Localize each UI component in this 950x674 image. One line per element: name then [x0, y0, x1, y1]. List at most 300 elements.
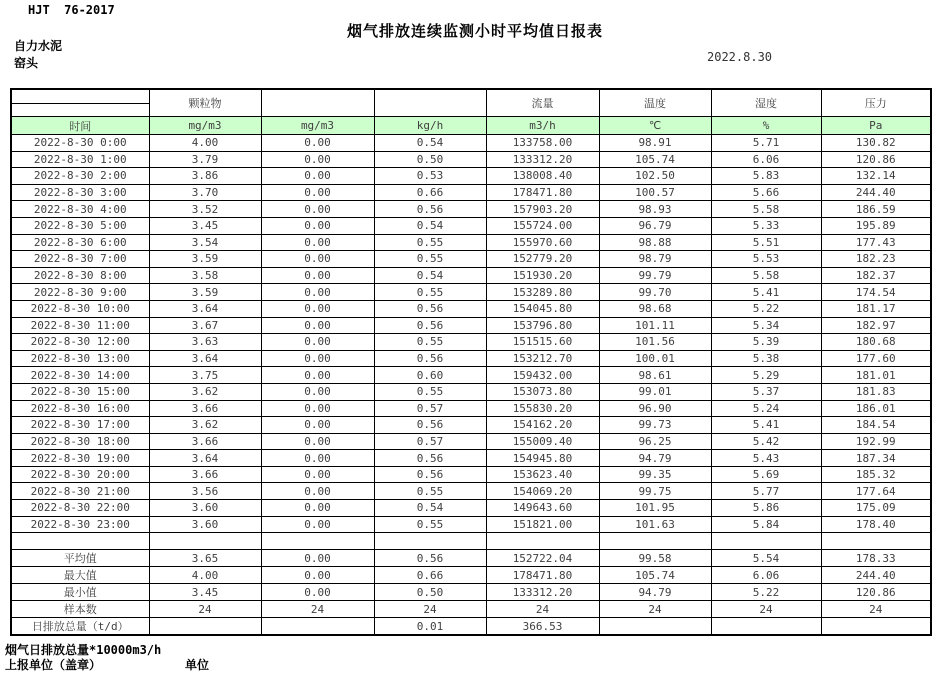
hourly-data-row: [11, 334, 931, 351]
report-title: 烟气排放连续监测小时平均值日报表: [346, 22, 603, 40]
value-cell: 0.55: [374, 483, 486, 500]
value-cell: 99.79: [599, 267, 711, 284]
hourly-data-row: [11, 500, 931, 517]
empty-cell: [11, 533, 149, 550]
time-cell: 2022-8-30 13:00: [11, 350, 149, 367]
value-cell: 0.56: [374, 300, 486, 317]
value-cell: 155724.00: [486, 217, 599, 234]
hourly-data-row: [11, 267, 931, 284]
value-cell: 3.58: [149, 267, 261, 284]
value-cell: 94.79: [599, 450, 711, 467]
value-cell: 153796.80: [486, 317, 599, 334]
time-cell: 2022-8-30 8:00: [11, 267, 149, 284]
value-cell: 182.97: [821, 317, 931, 334]
hourly-data-row: [11, 417, 931, 434]
summary-label-cell: 最大值: [11, 567, 149, 584]
value-cell: 0.57: [374, 400, 486, 417]
value-cell: 3.62: [149, 383, 261, 400]
value-cell: 159432.00: [486, 367, 599, 384]
value-cell: 5.69: [711, 466, 821, 483]
value-cell: 0.00: [261, 466, 374, 483]
value-cell: 187.34: [821, 450, 931, 467]
time-cell: 2022-8-30 10:00: [11, 300, 149, 317]
empty-cell: [374, 533, 486, 550]
hourly-data-row: [11, 317, 931, 334]
value-cell: 151821.00: [486, 516, 599, 533]
value-cell: 0.56: [374, 201, 486, 218]
time-cell: 2022-8-30 21:00: [11, 483, 149, 500]
value-cell: 3.60: [149, 500, 261, 517]
value-cell: 101.11: [599, 317, 711, 334]
value-cell: 0.00: [261, 300, 374, 317]
summary-value-cell: 24: [261, 601, 374, 618]
summary-value-cell: [821, 618, 931, 636]
hourly-data-row: [11, 284, 931, 301]
time-cell: 2022-8-30 5:00: [11, 217, 149, 234]
value-cell: 180.68: [821, 334, 931, 351]
value-cell: 0.00: [261, 135, 374, 152]
empty-cell: [486, 533, 599, 550]
value-cell: 5.84: [711, 516, 821, 533]
time-cell: 2022-8-30 20:00: [11, 466, 149, 483]
value-cell: 5.41: [711, 417, 821, 434]
value-cell: 153289.80: [486, 284, 599, 301]
value-cell: 3.45: [149, 217, 261, 234]
value-cell: 244.40: [821, 184, 931, 201]
summary-value-cell: 24: [374, 601, 486, 618]
value-cell: 101.56: [599, 334, 711, 351]
value-cell: 177.60: [821, 350, 931, 367]
company-name: 自力水泥: [14, 39, 63, 53]
value-cell: 0.56: [374, 417, 486, 434]
summary-value-cell: 4.00: [149, 567, 261, 584]
time-cell: 2022-8-30 15:00: [11, 383, 149, 400]
value-cell: 0.55: [374, 383, 486, 400]
unit-m3h: m3/h: [486, 117, 599, 135]
value-cell: 0.56: [374, 450, 486, 467]
summary-value-cell: 0.01: [374, 618, 486, 636]
value-cell: 6.06: [711, 151, 821, 168]
value-cell: 3.86: [149, 168, 261, 185]
value-cell: 153073.80: [486, 383, 599, 400]
time-cell: 2022-8-30 7:00: [11, 251, 149, 268]
time-cell: 2022-8-30 23:00: [11, 516, 149, 533]
value-cell: 3.70: [149, 184, 261, 201]
hourly-data-row: [11, 466, 931, 483]
total-emission-footnote: 烟气日排放总量*10000m3/h: [5, 643, 162, 657]
empty-cell: [711, 533, 821, 550]
summary-row: [11, 550, 931, 567]
value-cell: 102.50: [599, 168, 711, 185]
time-cell: 2022-8-30 16:00: [11, 400, 149, 417]
value-cell: 157903.20: [486, 201, 599, 218]
empty-cell: [599, 533, 711, 550]
value-cell: 0.00: [261, 284, 374, 301]
time-cell: 2022-8-30 1:00: [11, 151, 149, 168]
summary-value-cell: 0.56: [374, 550, 486, 567]
value-cell: 3.60: [149, 516, 261, 533]
value-cell: 0.00: [261, 516, 374, 533]
value-cell: 0.66: [374, 184, 486, 201]
value-cell: 0.55: [374, 284, 486, 301]
hourly-data-row: [11, 201, 931, 218]
time-cell: 2022-8-30 12:00: [11, 334, 149, 351]
summary-value-cell: 0.00: [261, 567, 374, 584]
summary-value-cell: 366.53: [486, 618, 599, 636]
value-cell: 154945.80: [486, 450, 599, 467]
hourly-data-row: [11, 483, 931, 500]
value-cell: 101.95: [599, 500, 711, 517]
header-flow: 流量: [486, 89, 599, 117]
hourly-data-row: [11, 300, 931, 317]
summary-value-cell: 0.66: [374, 567, 486, 584]
group-header-row: [11, 89, 931, 104]
value-cell: 0.00: [261, 383, 374, 400]
summary-value-cell: 244.40: [821, 567, 931, 584]
value-cell: 154045.80: [486, 300, 599, 317]
value-cell: 101.63: [599, 516, 711, 533]
value-cell: 5.51: [711, 234, 821, 251]
value-cell: 0.56: [374, 350, 486, 367]
value-cell: 0.00: [261, 251, 374, 268]
value-cell: 181.01: [821, 367, 931, 384]
value-cell: 0.00: [261, 417, 374, 434]
value-cell: 155830.20: [486, 400, 599, 417]
unit-header-row: [11, 117, 931, 135]
hourly-data-row: [11, 168, 931, 185]
value-cell: 99.75: [599, 483, 711, 500]
summary-value-cell: 24: [486, 601, 599, 618]
value-cell: 5.34: [711, 317, 821, 334]
value-cell: 98.93: [599, 201, 711, 218]
value-cell: 0.00: [261, 201, 374, 218]
value-cell: 153623.40: [486, 466, 599, 483]
unit-pa: Pa: [821, 117, 931, 135]
time-cell: 2022-8-30 22:00: [11, 500, 149, 517]
value-cell: 138008.40: [486, 168, 599, 185]
data-rows: [11, 135, 931, 533]
value-cell: 3.66: [149, 433, 261, 450]
summary-value-cell: 3.45: [149, 584, 261, 601]
summary-value-cell: 0.00: [261, 584, 374, 601]
value-cell: 98.68: [599, 300, 711, 317]
header-blank-top-cell: [11, 89, 149, 104]
value-cell: 3.59: [149, 284, 261, 301]
value-cell: 100.57: [599, 184, 711, 201]
value-cell: 155009.40: [486, 433, 599, 450]
value-cell: 192.99: [821, 433, 931, 450]
value-cell: 177.64: [821, 483, 931, 500]
value-cell: 3.66: [149, 466, 261, 483]
value-cell: 96.90: [599, 400, 711, 417]
value-cell: 3.75: [149, 367, 261, 384]
header-blank-col4: [374, 89, 486, 117]
value-cell: 0.55: [374, 516, 486, 533]
value-cell: 0.54: [374, 500, 486, 517]
value-cell: 5.71: [711, 135, 821, 152]
value-cell: 154162.20: [486, 417, 599, 434]
value-cell: 152779.20: [486, 251, 599, 268]
value-cell: 155970.60: [486, 234, 599, 251]
empty-cell: [149, 533, 261, 550]
summary-label-cell: 最小值: [11, 584, 149, 601]
hourly-data-row: [11, 516, 931, 533]
value-cell: 182.37: [821, 267, 931, 284]
value-cell: 0.00: [261, 151, 374, 168]
value-cell: 0.00: [261, 267, 374, 284]
time-cell: 2022-8-30 19:00: [11, 450, 149, 467]
hourly-data-row: [11, 383, 931, 400]
summary-value-cell: [599, 618, 711, 636]
value-cell: 5.33: [711, 217, 821, 234]
summary-row: [11, 601, 931, 618]
hourly-data-row: [11, 433, 931, 450]
time-cell: 2022-8-30 0:00: [11, 135, 149, 152]
value-cell: 3.62: [149, 417, 261, 434]
hourly-data-row: [11, 135, 931, 152]
value-cell: 98.91: [599, 135, 711, 152]
summary-value-cell: 133312.20: [486, 584, 599, 601]
unit-kgh: kg/h: [374, 117, 486, 135]
value-cell: 0.53: [374, 168, 486, 185]
time-cell: 2022-8-30 9:00: [11, 284, 149, 301]
value-cell: 3.64: [149, 450, 261, 467]
value-cell: 5.66: [711, 184, 821, 201]
value-cell: 0.56: [374, 317, 486, 334]
value-cell: 5.37: [711, 383, 821, 400]
hourly-data-row: [11, 400, 931, 417]
header-humidity: 湿度: [711, 89, 821, 117]
unit-mgm3-1: mg/m3: [149, 117, 261, 135]
summary-value-cell: 24: [821, 601, 931, 618]
value-cell: 5.24: [711, 400, 821, 417]
value-cell: 0.00: [261, 500, 374, 517]
value-cell: 3.52: [149, 201, 261, 218]
summary-label-cell: 日排放总量（t/d）: [11, 618, 149, 636]
summary-label-cell: 平均值: [11, 550, 149, 567]
value-cell: 96.79: [599, 217, 711, 234]
value-cell: 5.53: [711, 251, 821, 268]
value-cell: 0.00: [261, 483, 374, 500]
value-cell: 96.25: [599, 433, 711, 450]
hourly-data-row: [11, 450, 931, 467]
value-cell: 5.83: [711, 168, 821, 185]
value-cell: 105.74: [599, 151, 711, 168]
summary-value-cell: 24: [599, 601, 711, 618]
value-cell: 130.82: [821, 135, 931, 152]
hourly-data-row: [11, 367, 931, 384]
value-cell: 0.00: [261, 184, 374, 201]
value-cell: 98.88: [599, 234, 711, 251]
summary-value-cell: [711, 618, 821, 636]
header-temperature: 温度: [599, 89, 711, 117]
value-cell: 0.54: [374, 217, 486, 234]
summary-row: [11, 567, 931, 584]
value-cell: 99.01: [599, 383, 711, 400]
hourly-data-row: [11, 184, 931, 201]
time-cell: 2022-8-30 2:00: [11, 168, 149, 185]
value-cell: 98.61: [599, 367, 711, 384]
emission-data-table: [10, 88, 932, 636]
value-cell: 177.43: [821, 234, 931, 251]
monitor-point-name: 窑头: [14, 56, 39, 70]
summary-value-cell: 6.06: [711, 567, 821, 584]
value-cell: 3.63: [149, 334, 261, 351]
hourly-data-row: [11, 234, 931, 251]
summary-value-cell: [261, 618, 374, 636]
value-cell: 0.54: [374, 267, 486, 284]
value-cell: 0.00: [261, 450, 374, 467]
value-cell: 0.00: [261, 317, 374, 334]
value-cell: 5.39: [711, 334, 821, 351]
value-cell: 5.58: [711, 201, 821, 218]
summary-value-cell: 94.79: [599, 584, 711, 601]
time-cell: 2022-8-30 3:00: [11, 184, 149, 201]
hourly-data-row: [11, 217, 931, 234]
table-header: [11, 89, 931, 135]
empty-cell: [261, 533, 374, 550]
value-cell: 5.41: [711, 284, 821, 301]
summary-value-cell: 24: [149, 601, 261, 618]
value-cell: 3.64: [149, 350, 261, 367]
summary-value-cell: 5.54: [711, 550, 821, 567]
value-cell: 5.42: [711, 433, 821, 450]
value-cell: 0.00: [261, 400, 374, 417]
hourly-data-row: [11, 151, 931, 168]
value-cell: 3.67: [149, 317, 261, 334]
header-blank-bottom-cell: [11, 104, 149, 117]
summary-value-cell: 0.50: [374, 584, 486, 601]
value-cell: 0.00: [261, 334, 374, 351]
time-cell: 2022-8-30 14:00: [11, 367, 149, 384]
value-cell: 98.79: [599, 251, 711, 268]
value-cell: 132.14: [821, 168, 931, 185]
summary-value-cell: 3.65: [149, 550, 261, 567]
value-cell: 0.50: [374, 151, 486, 168]
unit-label: 单位: [185, 658, 210, 672]
summary-label-cell: 样本数: [11, 601, 149, 618]
value-cell: 0.57: [374, 433, 486, 450]
hourly-data-row: [11, 350, 931, 367]
value-cell: 181.83: [821, 383, 931, 400]
unit-percent: %: [711, 117, 821, 135]
value-cell: 0.55: [374, 334, 486, 351]
empty-cell: [821, 533, 931, 550]
report-unit-label: 上报单位（盖章）: [5, 658, 102, 672]
value-cell: 3.64: [149, 300, 261, 317]
summary-value-cell: 105.74: [599, 567, 711, 584]
value-cell: 149643.60: [486, 500, 599, 517]
value-cell: 133312.20: [486, 151, 599, 168]
value-cell: 5.38: [711, 350, 821, 367]
value-cell: 5.58: [711, 267, 821, 284]
value-cell: 5.77: [711, 483, 821, 500]
value-cell: 120.86: [821, 151, 931, 168]
time-cell: 2022-8-30 17:00: [11, 417, 149, 434]
value-cell: 175.09: [821, 500, 931, 517]
value-cell: 99.35: [599, 466, 711, 483]
value-cell: 182.23: [821, 251, 931, 268]
unit-celsius: ℃: [599, 117, 711, 135]
value-cell: 3.66: [149, 400, 261, 417]
spacer-row: [11, 533, 931, 550]
value-cell: 3.54: [149, 234, 261, 251]
summary-value-cell: [149, 618, 261, 636]
value-cell: 195.89: [821, 217, 931, 234]
summary-value-cell: 0.00: [261, 550, 374, 567]
standard-code: HJT 76-2017: [28, 3, 115, 17]
value-cell: 178.40: [821, 516, 931, 533]
value-cell: 3.56: [149, 483, 261, 500]
value-cell: 0.00: [261, 350, 374, 367]
unit-mgm3-2: mg/m3: [261, 117, 374, 135]
summary-rows: [11, 533, 931, 636]
summary-value-cell: 178.33: [821, 550, 931, 567]
summary-value-cell: 178471.80: [486, 567, 599, 584]
value-cell: 4.00: [149, 135, 261, 152]
summary-value-cell: 99.58: [599, 550, 711, 567]
value-cell: 0.00: [261, 168, 374, 185]
value-cell: 0.00: [261, 234, 374, 251]
header-particulate: 颗粒物: [149, 89, 261, 117]
report-date: 2022.8.30: [707, 50, 773, 64]
value-cell: 0.00: [261, 433, 374, 450]
value-cell: 133758.00: [486, 135, 599, 152]
value-cell: 153212.70: [486, 350, 599, 367]
time-cell: 2022-8-30 6:00: [11, 234, 149, 251]
header-blank-col3: [261, 89, 374, 117]
header-pressure: 压力: [821, 89, 931, 117]
value-cell: 186.59: [821, 201, 931, 218]
summary-row: [11, 584, 931, 601]
value-cell: 0.60: [374, 367, 486, 384]
value-cell: 0.55: [374, 251, 486, 268]
value-cell: 151930.20: [486, 267, 599, 284]
value-cell: 3.79: [149, 151, 261, 168]
summary-value-cell: 152722.04: [486, 550, 599, 567]
value-cell: 100.01: [599, 350, 711, 367]
value-cell: 174.54: [821, 284, 931, 301]
value-cell: 99.70: [599, 284, 711, 301]
value-cell: 186.01: [821, 400, 931, 417]
value-cell: 5.86: [711, 500, 821, 517]
value-cell: 0.55: [374, 234, 486, 251]
value-cell: 5.43: [711, 450, 821, 467]
value-cell: 178471.80: [486, 184, 599, 201]
time-cell: 2022-8-30 11:00: [11, 317, 149, 334]
value-cell: 154069.20: [486, 483, 599, 500]
value-cell: 0.00: [261, 217, 374, 234]
summary-row: [11, 618, 931, 636]
summary-value-cell: 5.22: [711, 584, 821, 601]
time-cell: 2022-8-30 18:00: [11, 433, 149, 450]
value-cell: 5.22: [711, 300, 821, 317]
time-cell: 2022-8-30 4:00: [11, 201, 149, 218]
summary-value-cell: 24: [711, 601, 821, 618]
value-cell: 184.54: [821, 417, 931, 434]
value-cell: 185.32: [821, 466, 931, 483]
value-cell: 181.17: [821, 300, 931, 317]
value-cell: 151515.60: [486, 334, 599, 351]
header-time: 时间: [11, 117, 149, 135]
summary-value-cell: 120.86: [821, 584, 931, 601]
value-cell: 0.54: [374, 135, 486, 152]
value-cell: 99.73: [599, 417, 711, 434]
hourly-data-row: [11, 251, 931, 268]
value-cell: 3.59: [149, 251, 261, 268]
value-cell: 0.00: [261, 367, 374, 384]
value-cell: 0.56: [374, 466, 486, 483]
